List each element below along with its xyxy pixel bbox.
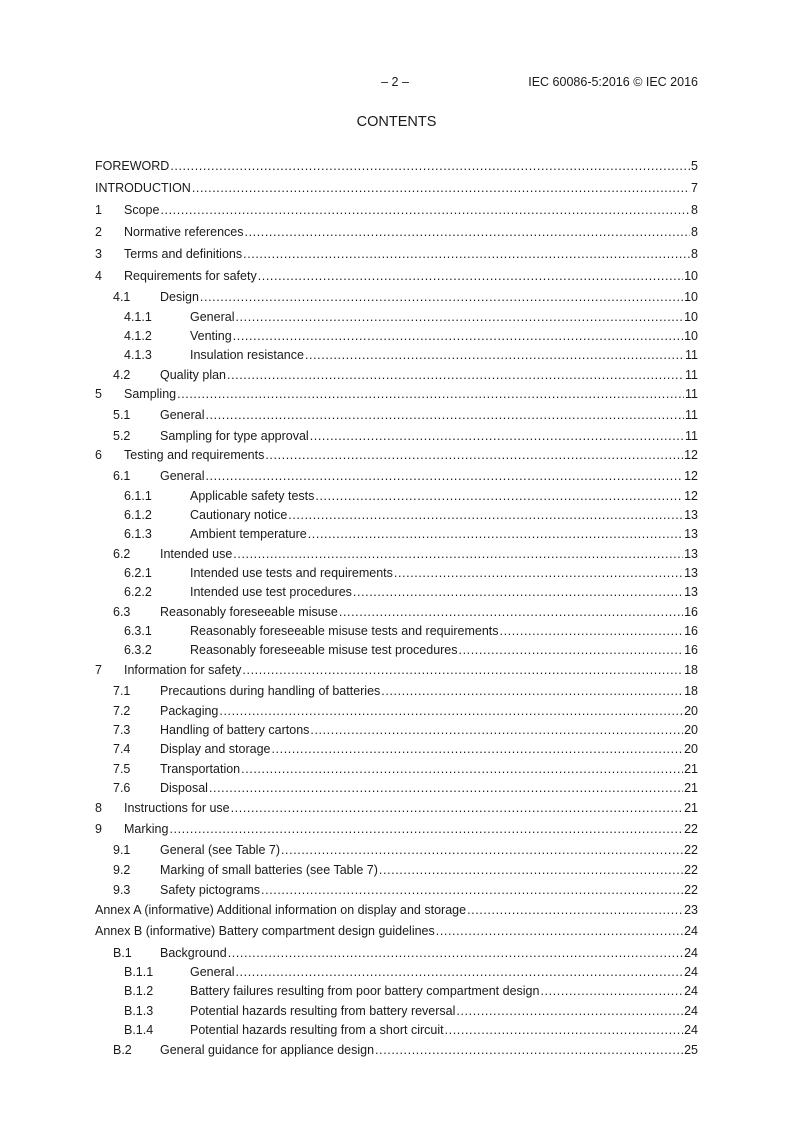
toc-entry[interactable] xyxy=(113,842,698,858)
toc-entry-number: 6.3 xyxy=(113,605,131,619)
toc-entry[interactable] xyxy=(95,224,698,240)
dot-leader xyxy=(169,821,683,837)
dot-leader xyxy=(209,780,683,796)
toc-entry[interactable] xyxy=(113,761,698,777)
dot-leader xyxy=(281,842,683,858)
toc-entry[interactable] xyxy=(95,923,698,939)
dot-leader xyxy=(235,309,683,325)
toc-entry-title: General xyxy=(190,310,235,324)
toc-entry-title: Safety pictograms xyxy=(160,883,261,897)
toc-entry[interactable] xyxy=(95,662,698,678)
toc-entry[interactable] xyxy=(113,468,698,484)
toc-entry-page: 20 xyxy=(684,704,698,718)
toc-entry-title: Intended use test procedures xyxy=(190,585,352,599)
toc-entry-number: B.1.2 xyxy=(124,984,154,998)
toc-entry[interactable] xyxy=(95,902,698,918)
toc-entry-page: 16 xyxy=(684,605,698,619)
toc-entry-page: 24 xyxy=(684,984,698,998)
toc-entry-number: 9.1 xyxy=(113,843,131,857)
toc-entry-page: 12 xyxy=(684,469,698,483)
toc-entry[interactable] xyxy=(124,347,698,363)
toc-entry-page: 20 xyxy=(684,742,698,756)
toc-entry-page: 13 xyxy=(684,527,698,541)
dot-leader xyxy=(310,428,684,444)
toc-entry-number: 8 xyxy=(95,801,102,815)
page-header xyxy=(95,75,698,93)
toc-entry-page: 10 xyxy=(684,329,698,343)
toc-entry-title: General guidance for appliance design xyxy=(160,1043,375,1057)
dot-leader xyxy=(381,683,683,699)
toc-entry-page: 16 xyxy=(684,643,698,657)
dot-leader xyxy=(305,347,684,363)
toc-entry-page: 21 xyxy=(684,781,698,795)
dot-leader xyxy=(265,447,683,463)
dot-leader xyxy=(160,202,690,218)
toc-entry[interactable] xyxy=(124,623,698,639)
toc-entry-title: Potential hazards resulting from battery reversal xyxy=(190,1004,456,1018)
toc-entry-title: Precautions during handling of batteries xyxy=(160,684,381,698)
toc-entry-page: 12 xyxy=(684,489,698,503)
toc-entry-number: 6.1.3 xyxy=(124,527,152,541)
dot-leader xyxy=(227,367,684,383)
toc-entry-title: Handling of battery cartons xyxy=(160,723,310,737)
toc-entry[interactable] xyxy=(124,1022,698,1038)
dot-leader xyxy=(243,246,690,262)
toc-entry-page: 24 xyxy=(684,1004,698,1018)
toc-entry-number: 4.1.2 xyxy=(124,329,152,343)
toc-entry-number: 2 xyxy=(95,225,102,239)
toc-entry[interactable] xyxy=(113,683,698,699)
toc-entry[interactable] xyxy=(124,526,698,542)
dot-leader xyxy=(228,945,683,961)
toc-entry-number: 7.2 xyxy=(113,704,131,718)
toc-entry[interactable] xyxy=(113,407,698,423)
dot-leader xyxy=(242,662,683,678)
toc-entry[interactable] xyxy=(95,158,698,174)
toc-entry-number: 9.2 xyxy=(113,863,131,877)
toc-entry-title: Background xyxy=(160,946,227,960)
toc-entry[interactable] xyxy=(113,428,698,444)
toc-entry-title: Applicable safety tests xyxy=(190,489,315,503)
toc-entry[interactable] xyxy=(113,1042,698,1058)
toc-entry[interactable] xyxy=(95,246,698,262)
toc-entry-number: B.1.1 xyxy=(124,965,154,979)
toc-entry-title: General xyxy=(160,408,205,422)
toc-entry-title: Requirements for safety xyxy=(124,269,257,283)
toc-entry[interactable] xyxy=(124,584,698,600)
toc-entry-page: 11 xyxy=(685,368,698,382)
toc-entry-title: Quality plan xyxy=(160,368,227,382)
toc-entry-title: Scope xyxy=(124,203,160,217)
toc-entry-title: Marking of small batteries (see Table 7) xyxy=(160,863,378,877)
toc-entry-page: 24 xyxy=(684,965,698,979)
dot-leader xyxy=(245,224,691,240)
toc-entry[interactable] xyxy=(113,289,698,305)
toc-entry-page: 7 xyxy=(691,181,698,195)
toc-entry-number: 3 xyxy=(95,247,102,261)
dot-leader xyxy=(379,862,683,878)
toc-entry-number: 1 xyxy=(95,203,102,217)
dot-leader xyxy=(500,623,684,639)
dot-leader xyxy=(170,158,690,174)
dot-leader xyxy=(231,800,683,816)
toc-entry-page: 22 xyxy=(684,822,698,836)
toc-entry-number: B.2 xyxy=(113,1043,132,1057)
toc-entry[interactable] xyxy=(113,741,698,757)
dot-leader xyxy=(271,741,683,757)
toc-entry-page: 24 xyxy=(684,924,698,938)
toc-entry[interactable] xyxy=(113,604,698,620)
toc-entry-number: 4.1 xyxy=(113,290,131,304)
dot-leader xyxy=(233,546,683,562)
toc-entry-title: Reasonably foreseeable misuse test procedures xyxy=(190,643,458,657)
toc-entry-title: Marking xyxy=(124,822,169,836)
dot-leader xyxy=(394,565,683,581)
toc-entry-number: 6.2 xyxy=(113,547,131,561)
toc-entry-page: 18 xyxy=(684,663,698,677)
toc-entry-title: Disposal xyxy=(160,781,208,795)
toc-entry-title: General xyxy=(190,965,235,979)
toc-entry-page: 13 xyxy=(684,566,698,580)
toc-entry[interactable] xyxy=(124,507,698,523)
toc-entry[interactable] xyxy=(124,983,698,999)
toc-entry[interactable] xyxy=(124,488,698,504)
toc-entry-title: Annex B (informative) Battery compartment design guidelines xyxy=(95,924,435,938)
toc-entry-page: 21 xyxy=(684,762,698,776)
toc-entry-number: 9.3 xyxy=(113,883,131,897)
toc-entry[interactable] xyxy=(113,882,698,898)
toc-entry-number: 7.3 xyxy=(113,723,131,737)
toc-entry[interactable] xyxy=(95,202,698,218)
toc-entry-page: 22 xyxy=(684,843,698,857)
toc-entry-title: Sampling for type approval xyxy=(160,429,309,443)
dot-leader xyxy=(241,761,683,777)
toc-entry[interactable] xyxy=(124,309,698,325)
toc-entry-page: 11 xyxy=(685,348,698,362)
toc-entry-title: Intended use tests and requirements xyxy=(190,566,393,580)
toc-entry-number: 4.1.3 xyxy=(124,348,152,362)
toc-entry-number: 5.1 xyxy=(113,408,131,422)
toc-entry-number: 7.5 xyxy=(113,762,131,776)
toc-entry[interactable] xyxy=(113,367,698,383)
toc-entry-page: 24 xyxy=(684,946,698,960)
toc-entry-page: 22 xyxy=(684,883,698,897)
toc-entry-title: General (see Table 7) xyxy=(160,843,280,857)
toc-entry[interactable] xyxy=(95,386,698,402)
toc-entry-title: Packaging xyxy=(160,704,219,718)
dot-leader xyxy=(375,1042,683,1058)
toc-entry-number: 6.1.2 xyxy=(124,508,152,522)
toc-entry-number: 6.1 xyxy=(113,469,131,483)
toc-entry[interactable] xyxy=(113,703,698,719)
toc-entry[interactable] xyxy=(113,945,698,961)
toc-entry[interactable] xyxy=(113,862,698,878)
toc-entry[interactable] xyxy=(124,328,698,344)
toc-entry-title: Display and storage xyxy=(160,742,271,756)
toc-entry[interactable] xyxy=(113,546,698,562)
toc-entry-page: 13 xyxy=(684,547,698,561)
toc-entry-number: 5.2 xyxy=(113,429,131,443)
toc-entry[interactable] xyxy=(95,821,698,837)
toc-entry[interactable] xyxy=(113,780,698,796)
dot-leader xyxy=(177,386,684,402)
toc-entry-page: 10 xyxy=(684,290,698,304)
toc-entry[interactable] xyxy=(95,180,698,196)
toc-entry[interactable] xyxy=(124,642,698,658)
dot-leader xyxy=(233,328,683,344)
toc-entry-title: Potential hazards resulting from a short circuit xyxy=(190,1023,444,1037)
toc-entry-page: 10 xyxy=(684,310,698,324)
toc-entry-page: 24 xyxy=(684,1023,698,1037)
page-number: – 2 – xyxy=(381,75,409,89)
toc-entry-title: Testing and requirements xyxy=(124,448,265,462)
toc-entry-page: 8 xyxy=(691,225,698,239)
toc-entry-title: Cautionary notice xyxy=(190,508,288,522)
toc-entry-title: Transportation xyxy=(160,762,241,776)
toc-entry[interactable] xyxy=(113,722,698,738)
toc-entry-number: B.1 xyxy=(113,946,132,960)
dot-leader xyxy=(205,468,683,484)
toc-entry-number: 9 xyxy=(95,822,102,836)
dot-leader xyxy=(200,289,683,305)
toc-entry-number: 6.2.1 xyxy=(124,566,152,580)
dot-leader xyxy=(456,1003,683,1019)
toc-entry-number: 7 xyxy=(95,663,102,677)
toc-entry-page: 5 xyxy=(691,159,698,173)
toc-entry-title: Intended use xyxy=(160,547,233,561)
toc-entry-title: Annex A (informative) Additional information on display and storage xyxy=(95,903,467,917)
toc-entry-title: Ambient temperature xyxy=(190,527,307,541)
toc-entry-page: 13 xyxy=(684,508,698,522)
toc-entry-number: 6.2.2 xyxy=(124,585,152,599)
dot-leader xyxy=(353,584,683,600)
dot-leader xyxy=(261,882,683,898)
toc-entry-number: 5 xyxy=(95,387,102,401)
standard-identifier: IEC 60086-5:2016 © IEC 2016 xyxy=(528,75,698,89)
toc-entry-title: Reasonably foreseeable misuse tests and requirements xyxy=(190,624,499,638)
toc-entry-number: 6 xyxy=(95,448,102,462)
toc-entry-page: 22 xyxy=(684,863,698,877)
toc-entry-page: 25 xyxy=(684,1043,698,1057)
toc-entry[interactable] xyxy=(95,447,698,463)
toc-entry-page: 11 xyxy=(685,429,698,443)
toc-entry-number: 6.1.1 xyxy=(124,489,152,503)
toc-entry-page: 16 xyxy=(684,624,698,638)
toc-entry-number: 6.3.1 xyxy=(124,624,152,638)
dot-leader xyxy=(219,703,683,719)
dot-leader xyxy=(436,923,683,939)
toc-entry-title: INTRODUCTION xyxy=(95,181,191,195)
dot-leader xyxy=(310,722,683,738)
dot-leader xyxy=(339,604,683,620)
toc-entry-title: FOREWORD xyxy=(95,159,170,173)
toc-entry-page: 11 xyxy=(685,387,698,401)
toc-entry-number: 4.2 xyxy=(113,368,131,382)
toc-entry-number: 7.1 xyxy=(113,684,131,698)
toc-entry-page: 10 xyxy=(684,269,698,283)
toc-entry[interactable] xyxy=(95,800,698,816)
toc-entry-title: Terms and definitions xyxy=(124,247,243,261)
toc-entry-title: Instructions for use xyxy=(124,801,230,815)
toc-entry[interactable] xyxy=(95,268,698,284)
dot-leader xyxy=(235,964,683,980)
toc-entry-number: 6.3.2 xyxy=(124,643,152,657)
dot-leader xyxy=(540,983,683,999)
toc-entry-number: 7.6 xyxy=(113,781,131,795)
toc-entry-page: 20 xyxy=(684,723,698,737)
toc-entry-title: Battery failures resulting from poor battery compartment design xyxy=(190,984,540,998)
toc-entry-number: B.1.4 xyxy=(124,1023,154,1037)
toc-entry[interactable] xyxy=(124,1003,698,1019)
dot-leader xyxy=(445,1022,684,1038)
toc-entry-page: 13 xyxy=(684,585,698,599)
toc-entry-number: 4 xyxy=(95,269,102,283)
toc-entry-title: Normative references xyxy=(124,225,244,239)
dot-leader xyxy=(459,642,684,658)
toc-entry-page: 21 xyxy=(684,801,698,815)
dot-leader xyxy=(205,407,684,423)
toc-entry-title: Venting xyxy=(190,329,232,343)
dot-leader xyxy=(192,180,690,196)
toc-entry-title: Design xyxy=(160,290,199,304)
toc-entry-page: 12 xyxy=(684,448,698,462)
toc-entry-number: 7.4 xyxy=(113,742,131,756)
toc-entry-title: Insulation resistance xyxy=(190,348,304,362)
toc-entry-page: 18 xyxy=(684,684,698,698)
dot-leader xyxy=(315,488,683,504)
toc-entry-page: 8 xyxy=(691,203,698,217)
toc-entry-number: B.1.3 xyxy=(124,1004,154,1018)
page-title: CONTENTS xyxy=(356,114,437,130)
toc-entry-title: Sampling xyxy=(124,387,177,401)
dot-leader xyxy=(467,902,683,918)
dot-leader xyxy=(288,507,683,523)
dot-leader xyxy=(308,526,683,542)
toc-entry[interactable] xyxy=(124,964,698,980)
toc-entry-page: 11 xyxy=(685,408,698,422)
toc-entry[interactable] xyxy=(124,565,698,581)
toc-entry-number: 4.1.1 xyxy=(124,310,152,324)
dot-leader xyxy=(258,268,683,284)
toc-entry-title: General xyxy=(160,469,205,483)
toc-entry-title: Reasonably foreseeable misuse xyxy=(160,605,338,619)
toc-entry-page: 23 xyxy=(684,903,698,917)
toc-entry-title: Information for safety xyxy=(124,663,242,677)
toc-entry-page: 8 xyxy=(691,247,698,261)
